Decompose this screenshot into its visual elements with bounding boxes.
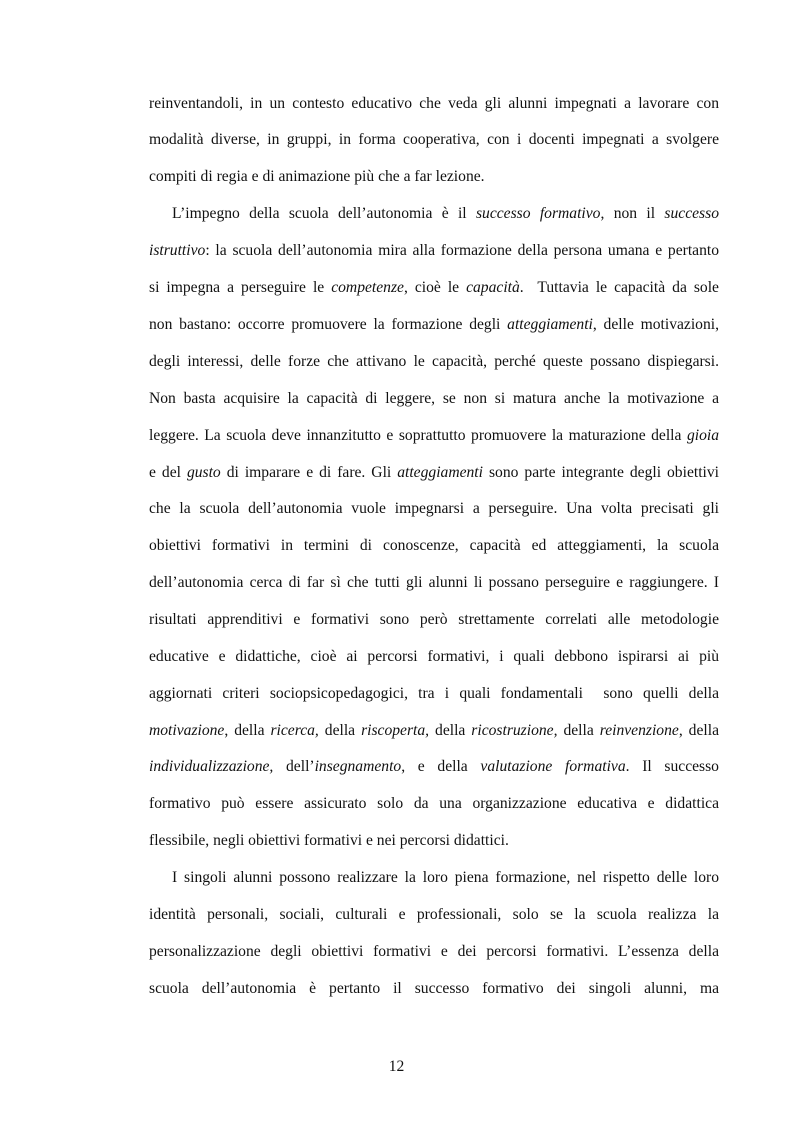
italic-text: atteggiamenti [507,316,593,333]
text-line [149,647,719,667]
text-run: e del [149,464,187,481]
text-run: , delle motivazioni, [592,316,719,333]
text-run: sono parte integrante degli obiettivi [482,464,719,481]
text-line [172,204,719,224]
text-line [149,94,719,114]
italic-text: riscoperta, [361,722,430,739]
italic-text: motivazione [149,722,225,739]
text-run: risultati apprenditivi e formativi sono però strettamente correlati alle metodologie [149,611,719,628]
italic-text: successo formativo [475,205,601,222]
text-run: personalizzazione degli obiettivi formativi e dei percorsi formativi. L’essenza della [149,943,719,960]
text-line [149,499,719,519]
text-run: di imparare e di fare. Gli [220,464,398,481]
text-run: obiettivi formativi in termini di conoscenze, capacità ed atteggiamenti, la scuola [149,537,719,554]
text-line [149,757,719,777]
text-line [149,315,719,335]
text-run: degli interessi, delle forze che attivano le capacità, perché queste possano dispiegarsi. [149,353,719,370]
text-run: non bastano: occorre promuovere la formazione degli [149,316,508,333]
text-run: reinventandoli, in un contesto educativo che veda gli alunni impegnati a lavorare con [149,95,719,112]
text-run: della [318,722,362,739]
text-line [149,352,719,372]
italic-text: ricerca, [270,722,319,739]
italic-text: gioia [686,427,719,444]
text-run: della [557,722,600,739]
text-run: . Tuttavia le capacità da sole [519,279,719,296]
text-run: leggere. La scuola deve innanzitutto e soprattutto promuovere la maturazione della [149,427,687,444]
italic-text: insegnamento [314,758,402,775]
text-run: : la scuola dell’autonomia mira alla formazione della persona umana e pertanto [205,242,719,259]
italic-text: atteggiamenti [397,464,483,481]
text-line [149,426,719,446]
text-line [149,684,719,704]
italic-text: reinvenzione [599,722,679,739]
text-run: educative e didattiche, cioè ai percorsi formativi, i quali debbono ispirarsi ai più [149,648,719,665]
text-run: modalità diverse, in gruppi, in forma cooperativa, con i docenti impegnati a svolgere [149,131,719,148]
text-line [149,905,719,925]
italic-text: ricostruzione, [471,722,558,739]
text-line [149,794,719,814]
text-run: scuola dell’autonomia è pertanto il successo formativo dei singoli alunni, ma [149,980,719,997]
italic-text: istruttivo [149,242,206,259]
text-run: , e della [401,758,481,775]
text-run: che la scuola dell’autonomia vuole impegnarsi a perseguire. Una volta precisati gli [149,500,719,517]
text-line [149,278,719,298]
italic-text: gusto [186,464,221,481]
italic-text: valutazione formativa [480,758,626,775]
text-line [149,610,719,630]
text-run: L’impegno della scuola dell’autonomia è il [172,205,476,222]
text-run: flessibile, negli obiettivi formativi e nei percorsi didattici. [149,832,509,849]
text-run: . Il successo [625,758,719,775]
text-run: , non il [600,205,665,222]
text-line [149,979,719,999]
text-line [149,130,719,150]
italic-text: successo [664,205,719,222]
text-run: , cioè le [403,279,467,296]
text-run: Non basta acquisire la capacità di leggere, se non si matura anche la motivazione a [149,390,719,407]
text-run: si impegna a perseguire le [149,279,332,296]
italic-text: competenze [331,279,404,296]
text-line [149,721,719,741]
text-line [149,942,719,962]
text-run: dell’ [273,758,315,775]
text-run: identità personali, sociali, culturali e professionali, solo se la scuola realizza la [149,906,719,923]
text-line [149,389,719,409]
italic-text: capacità [466,279,520,296]
text-run: , della [678,722,719,739]
text-line [149,463,719,483]
page-number: 12 [388,1058,405,1075]
text-line [149,167,719,187]
text-line [172,868,719,888]
text-run: della [429,722,472,739]
text-run: aggiornati criteri sociopsicopedagogici, tra i quali fondamentali sono quelli della [149,685,719,702]
text-line [149,573,719,593]
italic-text: individualizzazione, [149,758,274,775]
text-line [149,241,719,261]
text-run: formativo può essere assicurato solo da una organizzazione educativa e didattica [149,795,719,812]
text-run: dell’autonomia cerca di far sì che tutti gli alunni li possano perseguire e raggiungere. I [149,574,719,591]
text-line [149,536,719,556]
text-run: I singoli alunni possono realizzare la loro piena formazione, nel rispetto delle loro [172,869,719,886]
text-run: compiti di regia e di animazione più che a far lezione. [149,168,485,185]
text-run: , della [224,722,271,739]
text-line [149,831,719,851]
